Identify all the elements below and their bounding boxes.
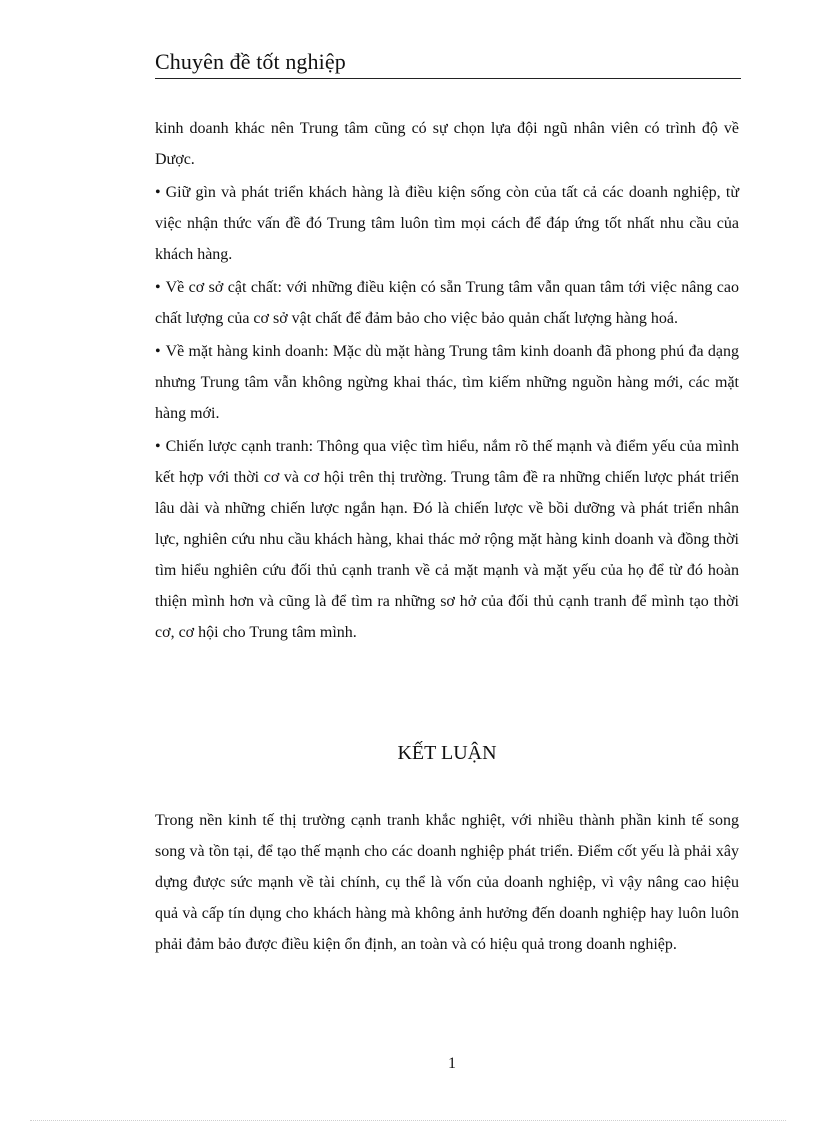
intro-paragraph: kinh doanh khác nên Trung tâm cũng có sự chọn lựa đội ngũ nhân viên có trình độ về Dược. [155, 120, 739, 168]
header-title: Chuyên đề tốt nghiệp [155, 49, 346, 74]
bullet-icon: • [155, 279, 161, 296]
conclusion-paragraph: Trong nền kinh tế thị trường cạnh tranh khắc nghiệt, với nhiều thành phần kinh tế song song và tồn tại, để tạo thế mạnh cho các doanh nghiệp phát triển. Điểm cốt yếu là phải xây dựng được sức mạnh về tài chính, cụ thể là vốn của doanh nghiệp, vì vậy nâng cao hiệu quả và cấp tín dụng cho khách hàng mà không ảnh hưởng đến doanh nghiệp hay luôn luôn phải đảm bảo được điều kiện ổn định, an toàn và có hiệu quả trong doanh nghiệp. [155, 812, 739, 953]
bullet-paragraph [155, 272, 739, 334]
bullet-text: Về mặt hàng kinh doanh: Mặc dù mặt hàng Trung tâm kinh doanh đã phong phú đa dạng nhưng Trung tâm vẫn không ngừng khai thác, tìm kiếm những nguồn hàng mới, các mặt hàng mới. [155, 343, 739, 422]
conclusion-section [155, 805, 739, 962]
bullet-icon: • [155, 184, 161, 201]
bullet-icon: • [155, 343, 161, 360]
bullet-icon: • [155, 438, 161, 455]
bullet-paragraph [155, 336, 739, 429]
page-bottom-divider [30, 1120, 786, 1121]
body-section [155, 113, 739, 650]
bullet-paragraph [155, 177, 739, 270]
bullet-text: Giữ gìn và phát triển khách hàng là điều kiện sống còn của tất cả các doanh nghiệp, từ việc nhận thức vấn đề đó Trung tâm luôn tìm mọi cách để đáp ứng tốt nhất nhu cầu của khách hàng. [155, 184, 739, 263]
bullet-text: Về cơ sở cật chất: với những điều kiện có sẵn Trung tâm vẫn quan tâm tới việc nâng cao chất lượng của cơ sở vật chất để đảm bảo cho việc bảo quản chất lượng hàng hoá. [155, 279, 739, 327]
bullet-paragraph [155, 431, 739, 648]
bullet-text: Chiến lược cạnh tranh: Thông qua việc tìm hiểu, nắm rõ thế mạnh và điểm yếu của mình kết hợp với thời cơ và cơ hội trên thị trường. Trung tâm đề ra những chiến lược phát triển lâu dài và những chiến lược ngắn hạn. Đó là chiến lược về bồi dưỡng và phát triển nhân lực, nghiên cứu nhu cầu khách hàng, khai thác mở rộng mặt hàng kinh doanh và đồng thời tìm hiểu nghiên cứu đối thủ cạnh tranh về cả mặt mạnh và mặt yếu của họ để từ đó hoàn thiện mình hơn và cũng là để tìm ra những sơ hở của đối thủ cạnh tranh để mình tạo thời cơ, cơ hội cho Trung tâm mình. [155, 438, 739, 641]
page-number: 1 [448, 1055, 456, 1072]
conclusion-heading: KẾT LUẬN [397, 742, 497, 764]
page-header [155, 48, 741, 79]
